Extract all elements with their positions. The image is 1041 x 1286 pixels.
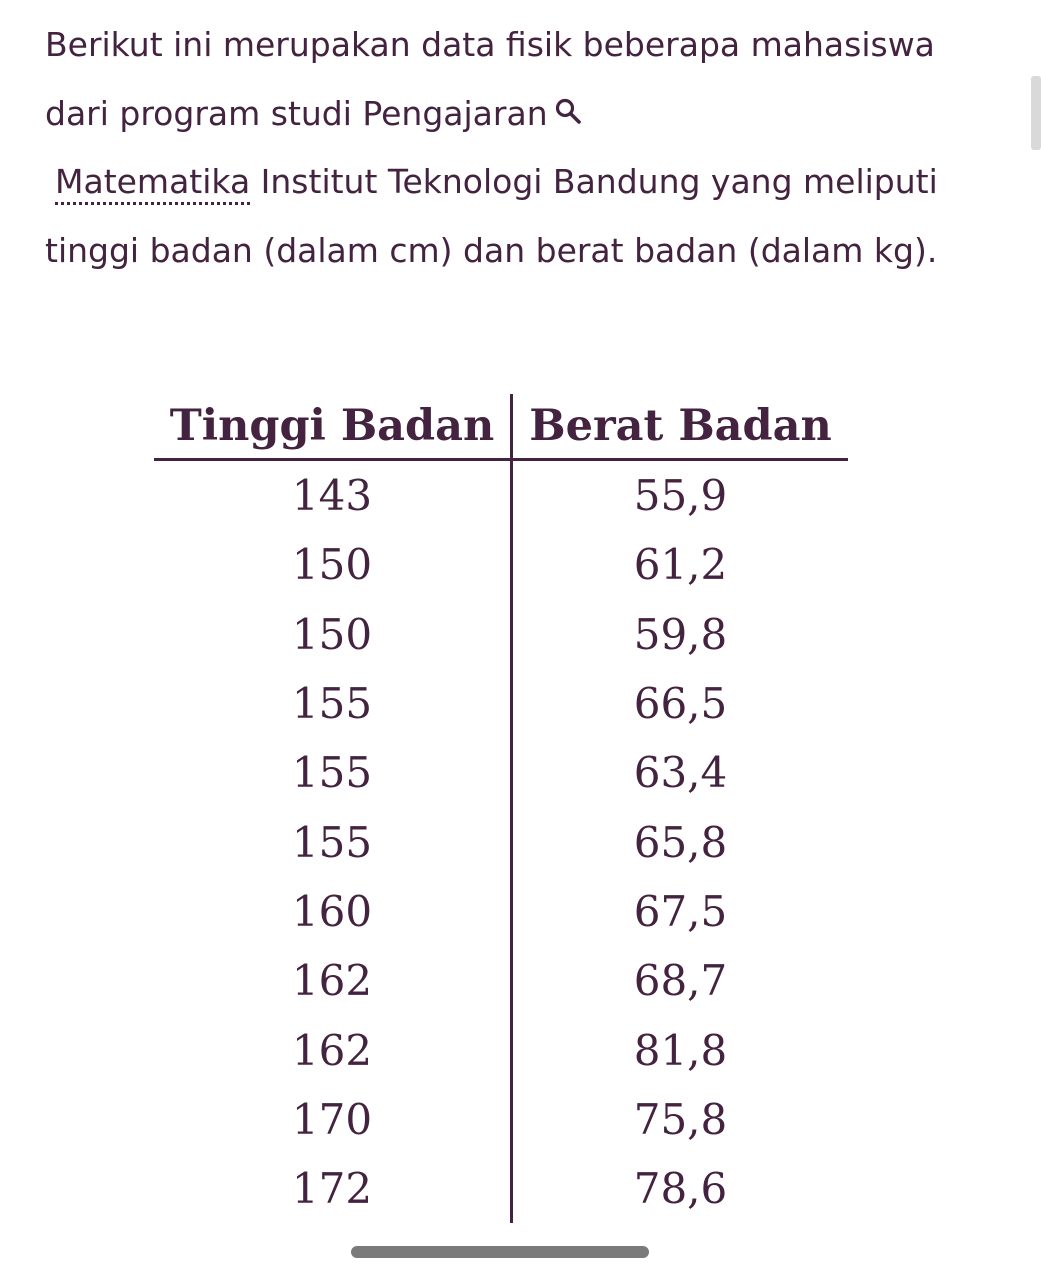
cell-tinggi: 155 bbox=[154, 738, 512, 807]
cell-berat: 68,7 bbox=[633, 956, 728, 1006]
table-row bbox=[154, 807, 848, 876]
table-row bbox=[154, 1154, 848, 1223]
cell-berat: 78,6 bbox=[633, 1164, 728, 1214]
search-icon[interactable] bbox=[554, 97, 584, 127]
cell-tinggi: 155 bbox=[154, 669, 512, 738]
header-tinggi-badan: Tinggi Badan bbox=[154, 394, 512, 460]
cell-berat: 61,2 bbox=[633, 540, 728, 590]
data-table bbox=[154, 394, 848, 1223]
cell-berat: 75,8 bbox=[633, 1094, 728, 1144]
intro-text-part1: Berikut ini merupakan data fisik beberapa mahasiswa dari program studi Pengajaran bbox=[45, 25, 935, 133]
table-row bbox=[154, 738, 848, 807]
table-row bbox=[154, 877, 848, 946]
table-row bbox=[154, 1085, 848, 1154]
matematika-keyword-link[interactable]: Matematika bbox=[55, 162, 250, 205]
intro-text-part2: Institut Teknologi Bandung yang meliputi tinggi badan (dalam cm) dan berat badan (dalam kg). bbox=[45, 162, 938, 270]
cell-tinggi: 162 bbox=[154, 1015, 512, 1084]
cell-berat: 65,8 bbox=[633, 817, 728, 867]
table-row bbox=[154, 600, 848, 669]
table-row bbox=[154, 460, 848, 531]
table-row bbox=[154, 1015, 848, 1084]
cell-berat: 55,9 bbox=[633, 471, 728, 521]
table-row bbox=[154, 530, 848, 599]
cell-tinggi: 160 bbox=[154, 877, 512, 946]
cell-berat: 63,4 bbox=[633, 748, 728, 798]
header-berat-badan: Berat Badan bbox=[512, 394, 849, 460]
home-indicator[interactable] bbox=[351, 1246, 649, 1258]
table-row bbox=[154, 946, 848, 1015]
cell-tinggi: 150 bbox=[154, 600, 512, 669]
cell-tinggi: 170 bbox=[154, 1085, 512, 1154]
cell-tinggi: 143 bbox=[154, 460, 512, 531]
table-row bbox=[154, 669, 848, 738]
intro-paragraph bbox=[45, 11, 975, 285]
cell-berat: 81,8 bbox=[633, 1025, 728, 1075]
cell-berat: 66,5 bbox=[633, 679, 728, 729]
cell-tinggi: 172 bbox=[154, 1154, 512, 1223]
scroll-indicator[interactable] bbox=[1031, 76, 1041, 150]
cell-tinggi: 155 bbox=[154, 807, 512, 876]
cell-berat: 59,8 bbox=[633, 609, 728, 659]
cell-berat: 67,5 bbox=[633, 886, 728, 936]
cell-tinggi: 150 bbox=[154, 530, 512, 599]
table-header-row bbox=[154, 394, 848, 460]
cell-tinggi: 162 bbox=[154, 946, 512, 1015]
